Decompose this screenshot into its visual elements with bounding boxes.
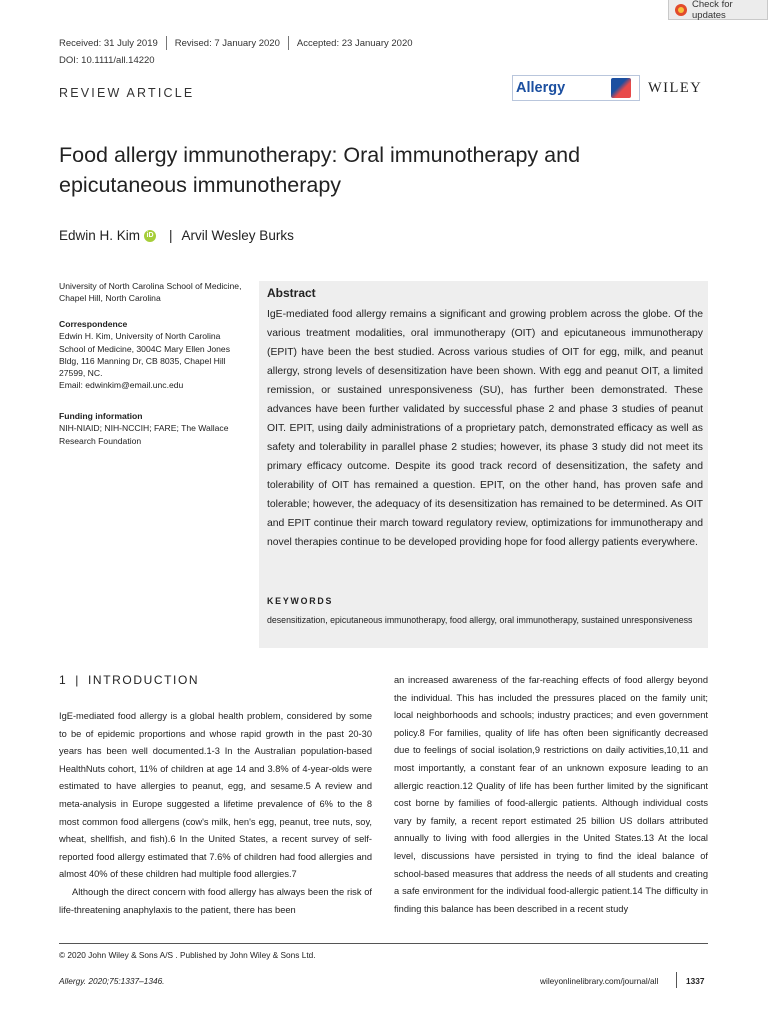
journal-logo[interactable]	[512, 75, 640, 101]
revised-date: Revised: 7 January 2020	[174, 37, 280, 49]
body-column-left	[59, 708, 372, 919]
publisher-logo[interactable]: WILEY	[648, 80, 703, 96]
doi[interactable]: DOI: 10.1111/all.14220	[59, 55, 155, 66]
body-column-right	[394, 672, 708, 918]
author-line	[59, 228, 294, 243]
divider	[166, 36, 167, 50]
section-separator: |	[75, 673, 80, 687]
funding-text: NIH-NIAID; NIH-NCCIH; FARE; The Wallace Research Foundation	[59, 423, 229, 446]
journal-logo-subtitle-lines	[569, 86, 607, 91]
keywords-heading: KEYWORDS	[267, 596, 334, 606]
correspondence-block	[59, 318, 249, 392]
date-line	[59, 36, 413, 50]
keywords-text: desensitization, epicutaneous immunotherapy, food allergy, oral immunotherapy, sustained unresponsiveness	[267, 615, 693, 625]
correspondence-text: Edwin H. Kim, University of North Carolina School of Medicine, 3004C Mary Ellen Jones Bldg, 116 Manning Dr, CB 8035, Chapel Hill 27599, NC.	[59, 331, 231, 379]
funding-block	[59, 410, 249, 447]
journal-url[interactable]: wileyonlinelibrary.com/journal/all	[540, 976, 659, 986]
paragraph: Although the direct concern with food allergy has always been the risk of life-threatening anaphylaxis to the patient, there has been	[59, 886, 372, 915]
journal-logo-word: Allergy	[516, 80, 566, 96]
footer-rule	[59, 943, 708, 944]
article-type: REVIEW ARTICLE	[59, 86, 195, 100]
author-separator: |	[169, 228, 173, 243]
page-number: 1337	[686, 976, 705, 986]
received-date: Received: 31 July 2019	[59, 37, 158, 49]
paragraph: IgE-mediated food allergy is a global health problem, considered by some to be of epidemic proportions and whose rapid growth in the past 20-30 years has been well documented.1-3 In the Australian population-based HealthNuts cohort, 11% of children at age 14 and 3.8% of 4-year-olds were estimated to have allergies to peanut, egg, and sesame.5 A review and meta-analysis in Europe suggested a lifetime prevalence of 6% to the 8 most common food allergens (cow's milk, hen's egg, peanut, tree nuts, soy, wheat, shellfish, and fish).6 In the United States, a recent survey of self-reported food allergy estimated that 7.6% of children had food allergies and almost 40% of these children had multiple food allergies.7	[59, 711, 372, 880]
section-number: 1	[59, 673, 68, 687]
affiliation: University of North Carolina School of Medicine, Chapel Hill, North Carolina	[59, 281, 242, 304]
funding-heading: Funding information	[59, 411, 143, 421]
section-title: INTRODUCTION	[88, 673, 200, 687]
check-for-updates-button[interactable]	[668, 0, 768, 20]
check-for-updates-label: Check for updates	[692, 0, 733, 21]
email-link[interactable]: Email: edwinkim@email.unc.edu	[59, 380, 184, 391]
author-name[interactable]: Arvil Wesley Burks	[181, 228, 294, 243]
update-icon	[675, 4, 687, 16]
eaaci-logo-icon	[611, 78, 631, 98]
orcid-icon[interactable]: iD	[144, 230, 156, 242]
divider	[288, 36, 289, 50]
abstract-text: IgE-mediated food allergy remains a significant and growing problem across the globe. Of the various treatment modalities, oral immunotherapy (OIT) and epicutaneous immunotherapy (EPIT) have been the best studied. Across various studies of OIT for egg, milk, and peanut allergy, strong levels of desensitization have been shown. With egg and peanut OIT, a limited remission, or sustained unresponsiveness (SU), has further been demonstrated. These advances have been further validated by successful phase 2 and phase 3 studies of peanut OIT. EPIT, using daily administrations of a proprietary patch, demonstrated efficacy as well as safety and tolerability in parallel phase 2 studies; however, its phase 3 study did not meet its primary efficacy outcome. Despite its good track record of desensitization, the safety and tolerability of OIT has remained a question. EPIT, on the other hand, has proven safe and tolerable; however, the adequacy of its desensitization has remained to be determined. As OIT and EPIT continue their march toward regulatory review, optimizations for immunotherapy and novel therapies continue to be developed providing hope for food allergy patients everywhere.	[267, 309, 703, 548]
correspondence-heading: Correspondence	[59, 319, 128, 329]
paragraph: an increased awareness of the far-reaching effects of food allergy beyond the individual. This has included the pressures placed on the family unit; local neighborhoods and schools; industry practices; and even government policy.8 For families, quality of life has often been significantly decreased due to feelings of social isolation,9 restrictions on daily activities,10,11 and most importantly, a constant fear of an unknown exposure leading to an allergic reaction.12 Quality of life has been further limited by the significant cost borne by families of food-allergic patients. Although individual costs vary by family, a recent report estimated 25 billion US dollars attributed annually to living with food allergies in the United States.13 At the local level, discussions have persisted in trying to find the ideal balance of school-based measures that address the needs of all students and creating a safe environment for the individual food-allergic patient.14 The difficulty in finding this balance has been described in a recent study	[394, 675, 708, 914]
abstract-heading: Abstract	[267, 286, 316, 300]
section-heading	[59, 673, 199, 687]
copyright: © 2020 John Wiley & Sons A/S . Published by John Wiley & Sons Ltd.	[59, 950, 316, 960]
accepted-date: Accepted: 23 January 2020	[296, 37, 413, 49]
author-name[interactable]: Edwin H. Kim	[59, 228, 141, 243]
article-title: Food allergy immunotherapy: Oral immunotherapy and epicutaneous immunotherapy	[59, 143, 581, 197]
footer-divider	[676, 972, 677, 988]
journal-citation: Allergy. 2020;75:1337–1346.	[59, 976, 165, 986]
